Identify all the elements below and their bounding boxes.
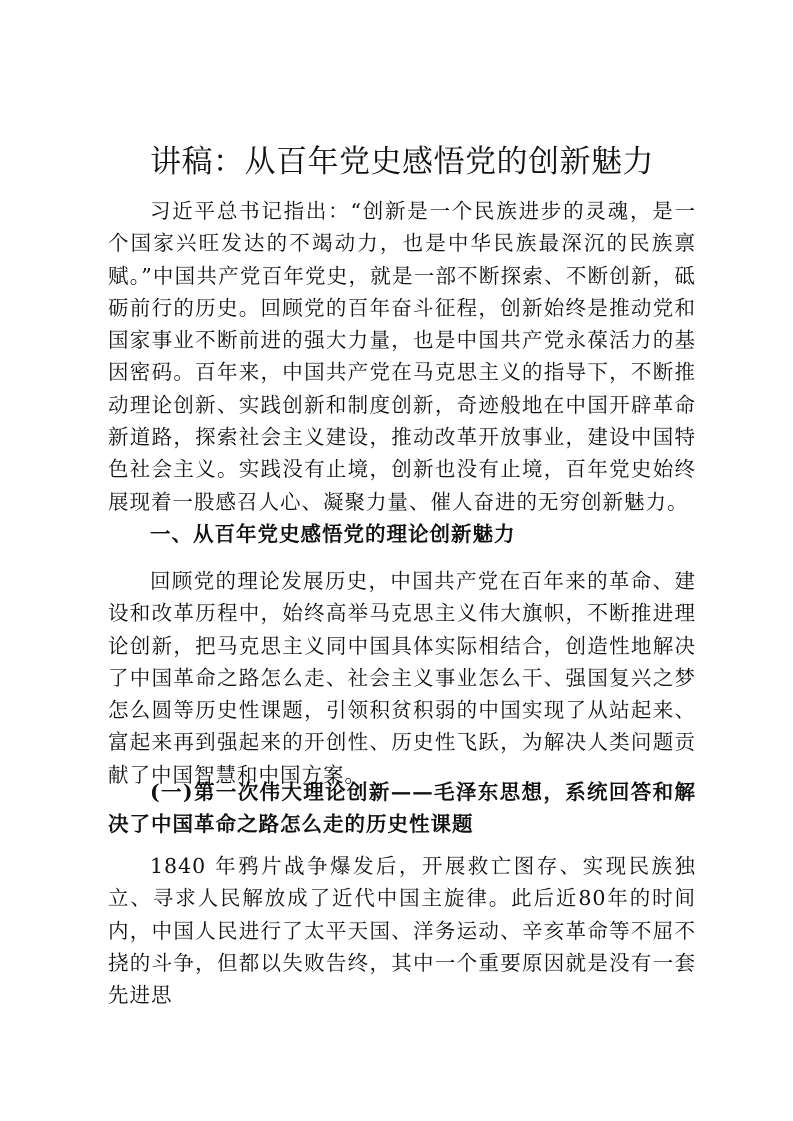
section-heading-1: 一、从百年党史感悟党的理论创新魅力 <box>150 522 516 546</box>
paragraph-history: 1840 年鸦片战争爆发后，开展救亡图存、实现民族独立、寻求人民解放成了近代中国主旋律。此后近80年的时间内，中国人民进行了太平天国、洋务运动、辛亥革命等不屈不挠的斗争，但都以失败告终，其中一个重要原因就是没有一套先进思 <box>108 854 696 1008</box>
paragraph-theory-innovation: 回顾党的理论发展历史，中国共产党在百年来的革命、建设和改革历程中，始终高举马克思主义伟大旗帜，不断推进理论创新，把马克思主义同中国具体实际相结合，创造性地解决了中国革命之路怎么走、社会主义事业怎么干、强国复兴之梦怎么圆等历史性课题，引领积贫积弱的中国实现了从站起来、富起来再到强起来的开创性、历史性飞跃，为解决人类问题贡献了中国智慧和中国方案。 <box>108 569 696 787</box>
paragraph-intro: 习近平总书记指出：“创新是一个民族进步的灵魂，是一个国家兴旺发达的不竭动力，也是中华民族最深沉的民族禀赋。”中国共产党百年党史，就是一部不断探索、不断创新，砥砺前行的历史。回顾党的百年奋斗征程，创新始终是推动党和国家事业不断前进的强大力量，也是中国共产党永葆活力的基因密码。百年来，中国共产党在马克思主义的指导下，不断推动理论创新、实践创新和制度创新，奇迹般地在中国开辟革命新道路，探索社会主义建设，推动改革开放事业，建设中国特色社会主义。实践没有止境，创新也没有止境，百年党史始终展现着一股感召人心、凝聚力量、催人奋进的无穷创新魅力。 <box>108 199 696 514</box>
subsection-heading-1: (一)第一次伟大理论创新——毛泽东思想，系统回答和解决了中国革命之路怎么走的历史性课题 <box>108 780 696 837</box>
document-title: 讲稿：从百年党史感悟党的创新魅力 <box>150 144 654 180</box>
